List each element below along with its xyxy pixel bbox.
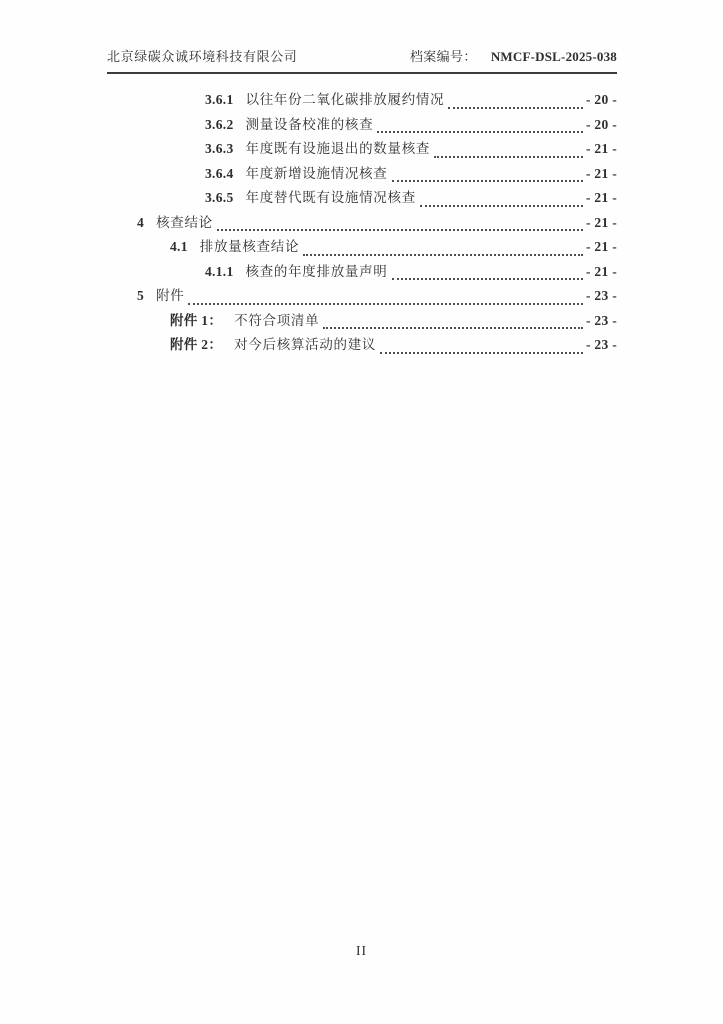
toc-entry[interactable] bbox=[107, 235, 617, 260]
toc-entry-number: 3.6.3 bbox=[205, 141, 234, 156]
toc-entry-page: - 23 - bbox=[585, 288, 617, 303]
toc-entry-page: - 20 - bbox=[585, 116, 617, 132]
toc-dot-leader bbox=[380, 333, 583, 354]
toc-entry-number: 附件 1： bbox=[170, 312, 223, 328]
toc-entry[interactable] bbox=[107, 260, 617, 285]
toc-entry-number: 4.1 bbox=[170, 239, 188, 254]
toc-dot-leader bbox=[188, 284, 582, 305]
toc-entry-page: - 23 - bbox=[585, 337, 617, 352]
toc-entry-page: - 21 - bbox=[585, 263, 617, 279]
toc-dot-leader bbox=[323, 309, 583, 330]
toc-dot-leader bbox=[377, 113, 583, 134]
toc-entry-number: 3.6.2 bbox=[205, 116, 234, 132]
toc-entry-page: - 20 - bbox=[585, 92, 617, 107]
toc-entry-number: 3.6.1 bbox=[205, 92, 234, 107]
toc-entry-title: 不符合项清单 bbox=[234, 312, 320, 328]
toc-entry-page: - 21 - bbox=[585, 165, 617, 181]
toc-entry[interactable] bbox=[107, 333, 617, 358]
toc-entry-title: 核查的年度排放量声明 bbox=[245, 263, 388, 279]
toc-dot-leader bbox=[303, 235, 583, 256]
page-number-footer: II bbox=[356, 943, 367, 958]
toc-dot-leader bbox=[434, 137, 583, 158]
toc-dot-leader bbox=[420, 186, 583, 207]
archive-number-value: NMCF-DSL-2025-038 bbox=[490, 49, 617, 64]
toc-dot-leader bbox=[217, 211, 583, 232]
toc-entry[interactable] bbox=[107, 88, 617, 113]
toc-entry-title: 对今后核算活动的建议 bbox=[234, 337, 377, 352]
toc-entry[interactable] bbox=[107, 211, 617, 236]
toc-entry-number: 3.6.5 bbox=[205, 190, 234, 205]
toc-entry-page: - 21 - bbox=[585, 190, 617, 205]
toc-entry-page: - 21 - bbox=[585, 214, 617, 230]
toc-entry-title: 年度新增设施情况核查 bbox=[245, 165, 388, 181]
toc-entry[interactable] bbox=[107, 284, 617, 309]
toc-entry-title: 附件 bbox=[156, 288, 185, 303]
toc-entry-number: 3.6.4 bbox=[205, 165, 234, 181]
toc-entry[interactable] bbox=[107, 137, 617, 162]
toc-entry[interactable] bbox=[107, 309, 617, 334]
toc-entry-page: - 21 - bbox=[585, 141, 617, 156]
toc-entry-number: 5 bbox=[137, 288, 145, 303]
toc-entry-page: - 23 - bbox=[585, 312, 617, 328]
toc-entry-title: 年度替代既有设施情况核查 bbox=[245, 190, 416, 205]
toc-entry[interactable] bbox=[107, 162, 617, 187]
toc-entry-page: - 21 - bbox=[585, 239, 617, 254]
page-header bbox=[107, 46, 617, 74]
toc-dot-leader bbox=[392, 162, 583, 183]
archive-number-label: 档案编号： bbox=[409, 49, 477, 64]
archive-number bbox=[410, 46, 617, 65]
toc-entry-number: 附件 2： bbox=[170, 337, 223, 352]
toc-entry-title: 核查结论 bbox=[156, 214, 213, 230]
toc-dot-leader bbox=[392, 260, 583, 281]
toc-dot-leader bbox=[448, 88, 583, 109]
toc-entry-title: 测量设备校准的核查 bbox=[245, 116, 374, 132]
toc-entry-title: 年度既有设施退出的数量核查 bbox=[245, 141, 431, 156]
toc-entry-number: 4.1.1 bbox=[205, 263, 234, 279]
toc-entry-title: 排放量核查结论 bbox=[199, 239, 300, 254]
company-name: 北京绿碳众诚环境科技有限公司 bbox=[107, 49, 298, 64]
toc-entry[interactable] bbox=[107, 113, 617, 138]
table-of-contents bbox=[107, 88, 617, 358]
toc-entry-number: 4 bbox=[137, 214, 145, 230]
toc-entry-title: 以往年份二氧化碳排放履约情况 bbox=[245, 92, 445, 107]
toc-entry[interactable] bbox=[107, 186, 617, 211]
